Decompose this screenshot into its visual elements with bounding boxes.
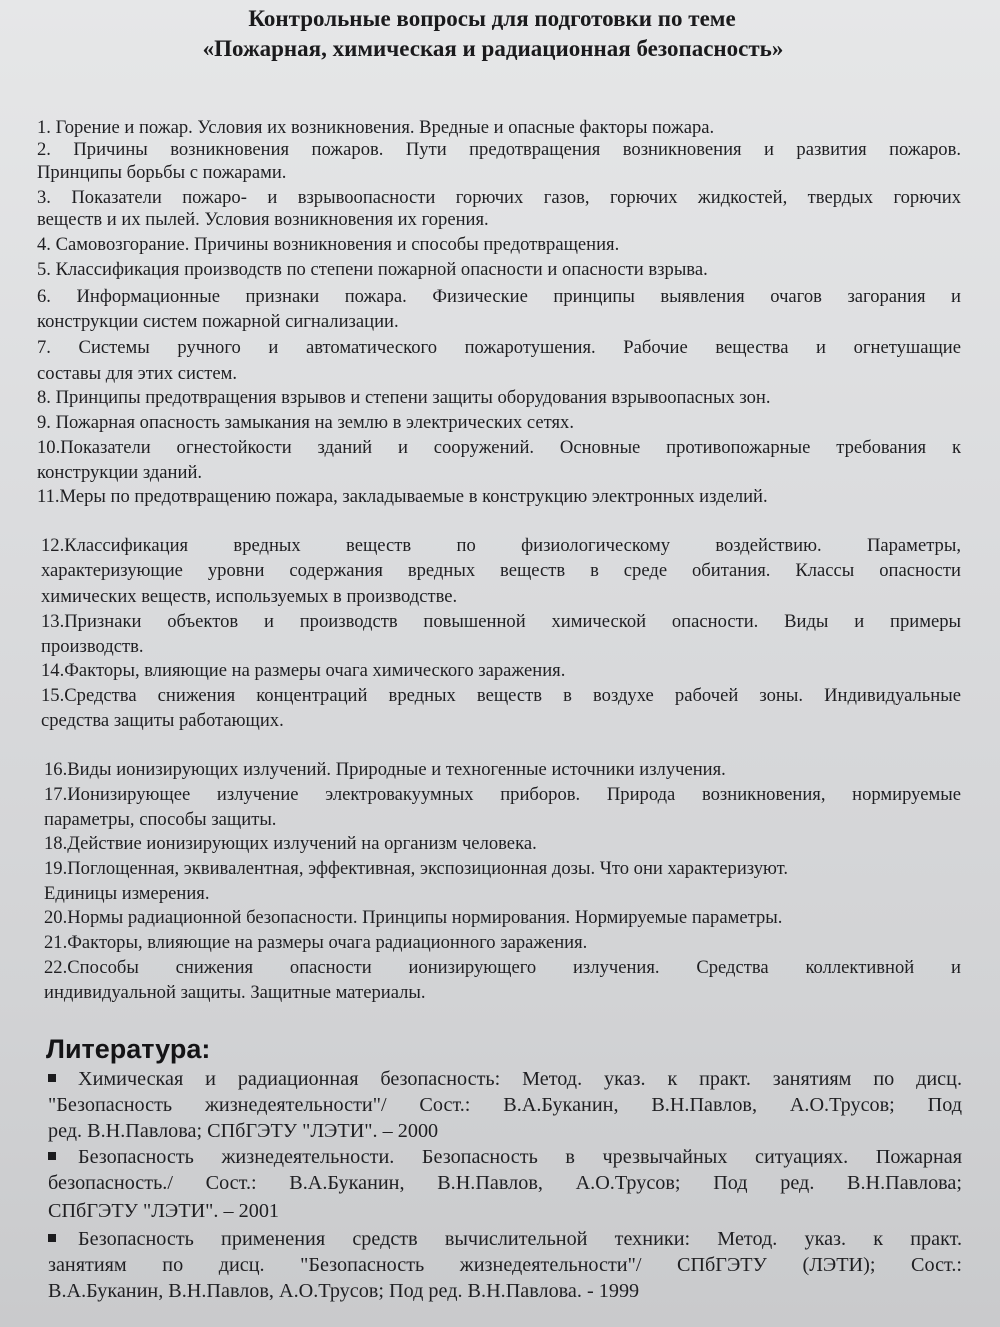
question-3-line-2: веществ и их пылей. Условия возникновения их горения. <box>37 209 489 230</box>
literature-heading: Литература: <box>46 1034 211 1064</box>
question-19-line-1: 19.Поглощенная, эквивалентная, эффективная, экспозиционная дозы. Что они характеризуют. <box>44 858 789 879</box>
question-12-line-3: химических веществ, используемых в производстве. <box>41 586 458 607</box>
reference-3-text: Безопасность применения средств вычислительной техники: Метод. указ. к практ. <box>78 1228 962 1250</box>
question-7-line-2: составы для этих систем. <box>37 363 237 384</box>
question-18: 18.Действие ионизирующих излучений на организм человека. <box>44 833 537 854</box>
reference-1-line-2: "Безопасность жизнедеятельности"/ Сост.: В.А.Буканин, В.Н.Павлов, А.О.Трусов; Под <box>48 1094 962 1116</box>
question-7-line-1: 7. Системы ручного и автоматического пожаротушения. Рабочие вещества и огнетушащие <box>37 337 961 358</box>
question-12-line-1: 12.Классификация вредных веществ по физиологическому воздействию. Параметры, <box>41 535 961 556</box>
question-17-line-1: 17.Ионизирующее излучение электровакуумных приборов. Природа возникновения, нормируемые <box>44 784 961 805</box>
reference-2-line-2: безопасность./ Сост.: В.А.Буканин, В.Н.Павлов, А.О.Трусов; Под ред. В.Н.Павлова; <box>48 1172 962 1194</box>
reference-3-line-3: В.А.Буканин, В.Н.Павлов, А.О.Трусов; Под ред. В.Н.Павлова. - 1999 <box>48 1280 640 1302</box>
question-16: 16.Виды ионизирующих излучений. Природные и техногенные источники излучения. <box>44 759 726 780</box>
question-2-line-1: 2. Причины возникновения пожаров. Пути предотвращения возникновения и развития пожаров. <box>37 139 961 160</box>
reference-3-line-2: занятиям по дисц. "Безопасность жизнедеятельности"/ СПбГЭТУ (ЛЭТИ); Сост.: <box>48 1254 962 1276</box>
question-4: 4. Самовозгорание. Причины возникновения и способы предотвращения. <box>37 234 620 255</box>
question-22-line-2: индивидуальной защиты. Защитные материалы. <box>44 982 426 1003</box>
question-5: 5. Классификация производств по степени пожарной опасности и опасности взрыва. <box>37 259 708 280</box>
page-title: Контрольные вопросы для подготовки по теме <box>248 6 736 31</box>
bullet-icon <box>48 1074 56 1082</box>
bullet-icon <box>48 1152 56 1160</box>
reference-1-line-3: ред. В.Н.Павлова; СПбГЭТУ "ЛЭТИ". – 2000 <box>48 1120 439 1142</box>
reference-2-text: Безопасность жизнедеятельности. Безопасность в чрезвычайных ситуациях. Пожарная <box>78 1146 962 1168</box>
question-15-line-1: 15.Средства снижения концентраций вредных веществ в воздухе рабочей зоны. Индивидуальные <box>41 685 961 706</box>
question-2-line-2: Принципы борьбы с пожарами. <box>37 162 287 183</box>
reference-1-text: Химическая и радиационная безопасность: Метод. указ. к практ. занятиям по дисц. <box>78 1068 962 1090</box>
question-21: 21.Факторы, влияющие на размеры очага радиационного заражения. <box>44 932 588 953</box>
question-11: 11.Меры по предотвращению пожара, закладываемые в конструкцию электронных изделий. <box>37 486 768 507</box>
question-8: 8. Принципы предотвращения взрывов и степени защиты оборудования взрывоопасных зон. <box>37 387 771 408</box>
bullet-icon <box>48 1234 56 1242</box>
question-19-line-2: Единицы измерения. <box>44 883 210 904</box>
question-14: 14.Факторы, влияющие на размеры очага химического заражения. <box>41 660 566 681</box>
question-15-line-2: средства защиты работающих. <box>41 710 284 731</box>
question-13-line-1: 13.Признаки объектов и производств повышенной химической опасности. Виды и примеры <box>41 611 961 632</box>
reference-2-line-1 <box>48 1144 962 1171</box>
question-20: 20.Нормы радиационной безопасности. Принципы нормирования. Нормируемые параметры. <box>44 907 783 928</box>
question-13-line-2: производств. <box>41 636 144 657</box>
question-12-line-2: характеризующие уровни содержания вредных веществ в среде обитания. Классы опасности <box>41 560 961 581</box>
reference-3-line-1 <box>48 1226 962 1253</box>
question-6-line-1: 6. Информационные признаки пожара. Физические принципы выявления очагов загорания и <box>37 286 961 307</box>
reference-1-line-1 <box>48 1066 962 1093</box>
question-9: 9. Пожарная опасность замыкания на землю в электрических сетях. <box>37 412 574 433</box>
question-10-line-2: конструкции зданий. <box>37 462 203 483</box>
question-6-line-2: конструкции систем пожарной сигнализации. <box>37 311 399 332</box>
question-17-line-2: параметры, способы защиты. <box>44 809 277 830</box>
question-3-line-1: 3. Показатели пожаро- и взрывоопасности горючих газов, горючих жидкостей, твердых горючих <box>37 187 961 208</box>
question-1: 1. Горение и пожар. Условия их возникновения. Вредные и опасные факторы пожара. <box>37 117 715 138</box>
page-subtitle: «Пожарная, химическая и радиационная безопасность» <box>202 36 784 61</box>
reference-2-line-3: СПбГЭТУ "ЛЭТИ". – 2001 <box>48 1200 280 1222</box>
question-10-line-1: 10.Показатели огнестойкости зданий и сооружений. Основные противопожарные требования к <box>37 437 961 458</box>
question-22-line-1: 22.Способы снижения опасности ионизирующего излучения. Средства коллективной и <box>44 957 961 978</box>
